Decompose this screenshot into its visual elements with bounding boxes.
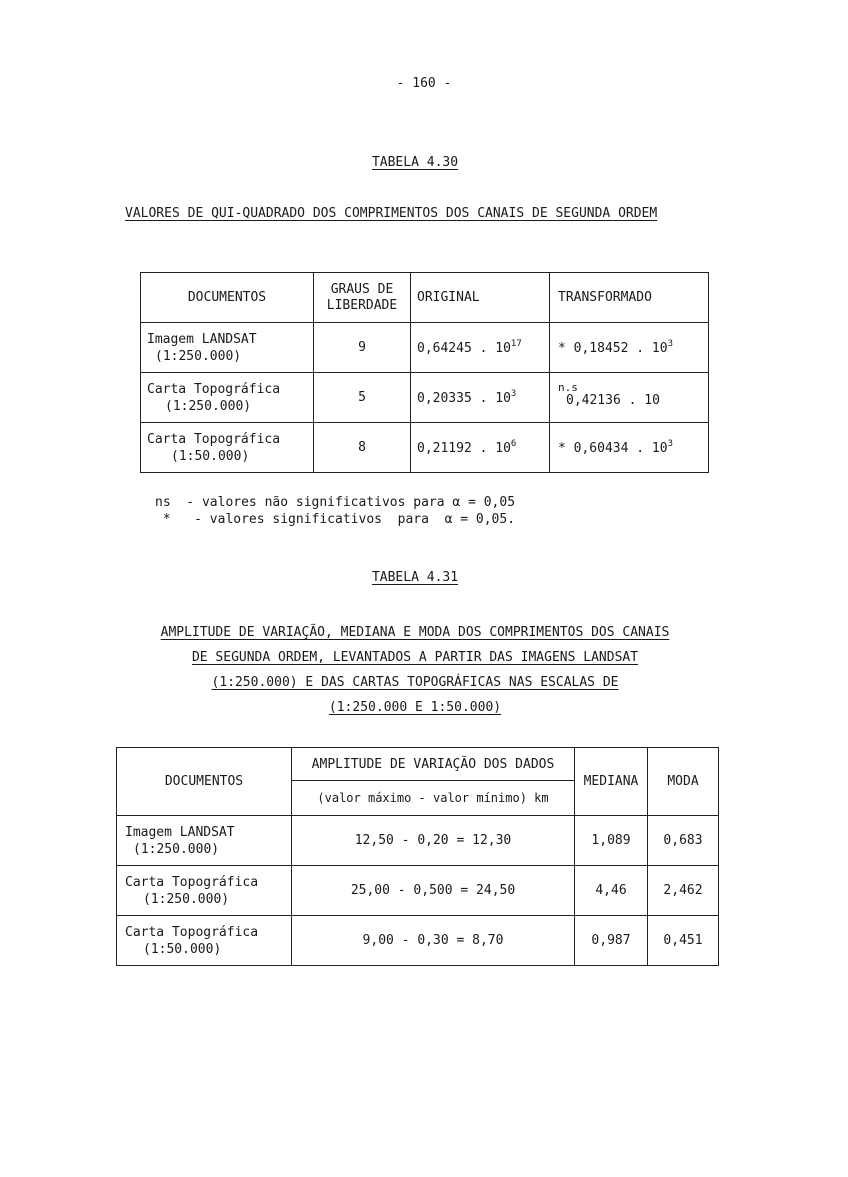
cell-transformado: * 0,60434 . $10^3$: [550, 423, 709, 473]
cell-graus: 9: [314, 323, 411, 373]
cell-documento: Carta Topográfica (1:250.000): [141, 373, 314, 423]
amplitude-table: [116, 747, 719, 966]
note-ns: ns - valores não significativos para α = 0,05: [155, 495, 516, 510]
table-4-31-caption: AMPLITUDE DE VARIAÇÃO, MEDIANA E MODA DOS COMPRIMENTOS DOS CANAIS DE SEGUNDA ORDEM, LEVANTADOS A PARTIR DAS IMAGENS LANDSAT (1:250.000) E DAS CARTAS TOPOGRÁFICAS NAS ESCALAS DE (1:250.000 E 1:50.000): [160, 625, 670, 715]
cell-transformado: * 0,18452 . $10^3$: [550, 323, 709, 373]
table-row: [141, 423, 709, 473]
table-row: [141, 323, 709, 373]
cell-documento: Carta Topográfica (1:50.000): [117, 916, 292, 966]
table-4-31-label: TABELA 4.31: [371, 570, 459, 585]
cell-amplitude: 12,50 - 0,20 = 12,30: [292, 816, 575, 866]
cell-documento: Carta Topográfica (1:50.000): [141, 423, 314, 473]
chi-square-table: [140, 272, 709, 473]
cell-moda: 0,451: [648, 916, 719, 966]
cell-original: 0,64245 . $10^{17}$: [411, 323, 550, 373]
table-row: [117, 916, 719, 966]
header-graus-liberdade: GRAUS DE LIBERDADE: [314, 273, 411, 323]
cell-transformado: n.s 0,42136 . 10: [550, 373, 709, 423]
not-significant-mark: n.s: [558, 380, 578, 394]
cell-original: 0,20335 . $10^3$: [411, 373, 550, 423]
cell-amplitude: 9,00 - 0,30 = 8,70: [292, 916, 575, 966]
cell-graus: 8: [314, 423, 411, 473]
header-transformado: TRANSFORMADO: [550, 273, 709, 323]
cell-graus: 5: [314, 373, 411, 423]
cell-documento: Imagem LANDSAT (1:250.000): [117, 816, 292, 866]
header-amplitude-sub: (valor máximo - valor mínimo) km: [292, 781, 575, 816]
header-mediana: MEDIANA: [575, 748, 648, 816]
cell-moda: 0,683: [648, 816, 719, 866]
table-header-row: [117, 748, 719, 781]
header-documentos: DOCUMENTOS: [117, 748, 292, 816]
table-row: [117, 816, 719, 866]
header-documentos: DOCUMENTOS: [141, 273, 314, 323]
header-moda: MODA: [648, 748, 719, 816]
cell-mediana: 1,089: [575, 816, 648, 866]
cell-documento: Imagem LANDSAT (1:250.000): [141, 323, 314, 373]
table-row: [117, 866, 719, 916]
table-header-row: [141, 273, 709, 323]
header-amplitude: AMPLITUDE DE VARIAÇÃO DOS DADOS: [292, 748, 575, 781]
table-4-30-label: TABELA 4.30: [371, 155, 459, 170]
cell-original: 0,21192 . $10^6$: [411, 423, 550, 473]
table-row: [141, 373, 709, 423]
table-4-30-caption: VALORES DE QUI-QUADRADO DOS COMPRIMENTOS DOS CANAIS DE SEGUNDA ORDEM: [125, 206, 658, 221]
page-number: - 160 -: [396, 76, 452, 91]
cell-documento: Carta Topográfica (1:250.000): [117, 866, 292, 916]
cell-mediana: 0,987: [575, 916, 648, 966]
cell-mediana: 4,46: [575, 866, 648, 916]
header-original: ORIGINAL: [411, 273, 550, 323]
table-notes: [155, 494, 515, 528]
cell-moda: 2,462: [648, 866, 719, 916]
note-significant: * - valores significativos para α = 0,05.: [155, 512, 516, 527]
cell-amplitude: 25,00 - 0,500 = 24,50: [292, 866, 575, 916]
